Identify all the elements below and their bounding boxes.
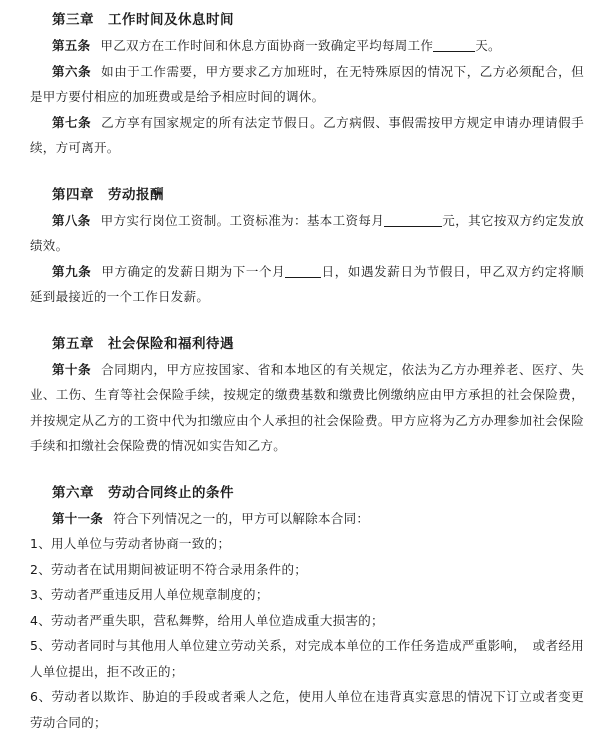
chapter-5-title: 社会保险和福利待遇	[108, 335, 234, 352]
article-7-label: 第七条	[52, 114, 92, 130]
article-6-label: 第六条	[52, 63, 92, 79]
chapter-4-title: 劳动报酬	[108, 186, 164, 203]
payday-blank-line	[285, 263, 321, 278]
article-5	[30, 33, 584, 59]
list-item: 5、劳动者同时与其他用人单位建立劳动关系，对完成本单位的工作任务造成严重影响， 或者经用人单位提出，拒不改正的；	[30, 638, 584, 679]
article-8-text-post: 元，其它按双方约定发放绩效。	[30, 212, 584, 253]
chapter-3-heading	[30, 10, 584, 30]
article-7	[30, 110, 584, 161]
article-6-text: 如由于工作需要，甲方要求乙方加班时，在无特殊原因的情况下，乙方必须配合，但是甲方要付相应的加班费或是给予相应时间的调休。	[30, 63, 584, 104]
article-11	[30, 506, 584, 532]
chapter-6-number: 第六章	[52, 484, 94, 501]
chapter-4-number: 第四章	[52, 186, 94, 203]
salary-blank-line	[384, 212, 442, 227]
list-item: 4、劳动者严重失职，营私舞弊，给用人单位造成重大损害的；	[30, 612, 384, 628]
article-5-text-post: 天。	[475, 38, 501, 53]
article-5-label: 第五条	[52, 38, 91, 53]
chapter-3-number: 第三章	[52, 12, 94, 28]
chapter-5-heading	[30, 334, 584, 354]
workdays-blank-line	[433, 37, 475, 52]
article-9	[30, 259, 584, 310]
article-9-label: 第九条	[52, 263, 92, 279]
article-10	[30, 357, 584, 459]
article-10-label: 第十条	[52, 361, 92, 377]
chapter-4-heading	[30, 185, 584, 205]
article-10-text: 合同期内，甲方应按国家、省和本地区的有关规定，依法为乙方办理养老、医疗、失业、工伤、生育等社会保险手续，按规定的缴费基数和缴费比例缴纳应由甲方承担的社会保险费，并按规定从乙方的工资中代为扣缴应由个人承担的社会保险费。甲方应将为乙方办理参加社会保险手续和扣缴社会保险费的情况如实告知乙方。	[30, 361, 584, 453]
list-item: 6、劳动者以欺诈、胁迫的手段或者乘人之危，使用人单位在违背真实意思的情况下订立或者变更劳动合同的；	[30, 689, 584, 730]
section-gap	[30, 459, 584, 483]
article-11-text: 符合下列情况之一的，甲方可以解除本合同：	[113, 510, 370, 526]
chapter-5-number: 第五章	[52, 335, 94, 352]
article-8-label: 第八条	[52, 212, 91, 228]
article-11-label: 第十一条	[52, 510, 104, 526]
article-7-text: 乙方享有国家规定的所有法定节假日。乙方病假、事假需按甲方规定申请办理请假手续，方可离开。	[30, 114, 584, 155]
article-8-text-pre: 甲方实行岗位工资制。工资标准为：基本工资每月	[100, 212, 385, 228]
section-gap	[30, 310, 584, 334]
chapter-6-heading	[30, 483, 584, 503]
list-item: 2、劳动者在试用期间被证明不符合录用条件的；	[30, 561, 308, 577]
article-5-text-pre: 甲乙双方在工作时间和休息方面协商一致确定平均每周工作	[100, 38, 434, 53]
article-9-text-pre: 甲方确定的发薪日期为下一个月	[101, 263, 286, 279]
article-9-text-post: 日，如遇发薪日为节假日，甲乙双方约定将顺延到最接近的一个工作日发薪。	[30, 263, 584, 304]
list-item: 3、劳动者严重违反用人单位规章制度的；	[30, 587, 269, 602]
section-gap	[30, 161, 584, 185]
article-6	[30, 59, 584, 110]
list-item: 1、用人单位与劳动者协商一致的；	[30, 536, 231, 551]
chapter-3-title: 工作时间及休息时间	[108, 12, 234, 28]
chapter-6-title: 劳动合同终止的条件	[108, 484, 234, 501]
article-8	[30, 208, 584, 259]
